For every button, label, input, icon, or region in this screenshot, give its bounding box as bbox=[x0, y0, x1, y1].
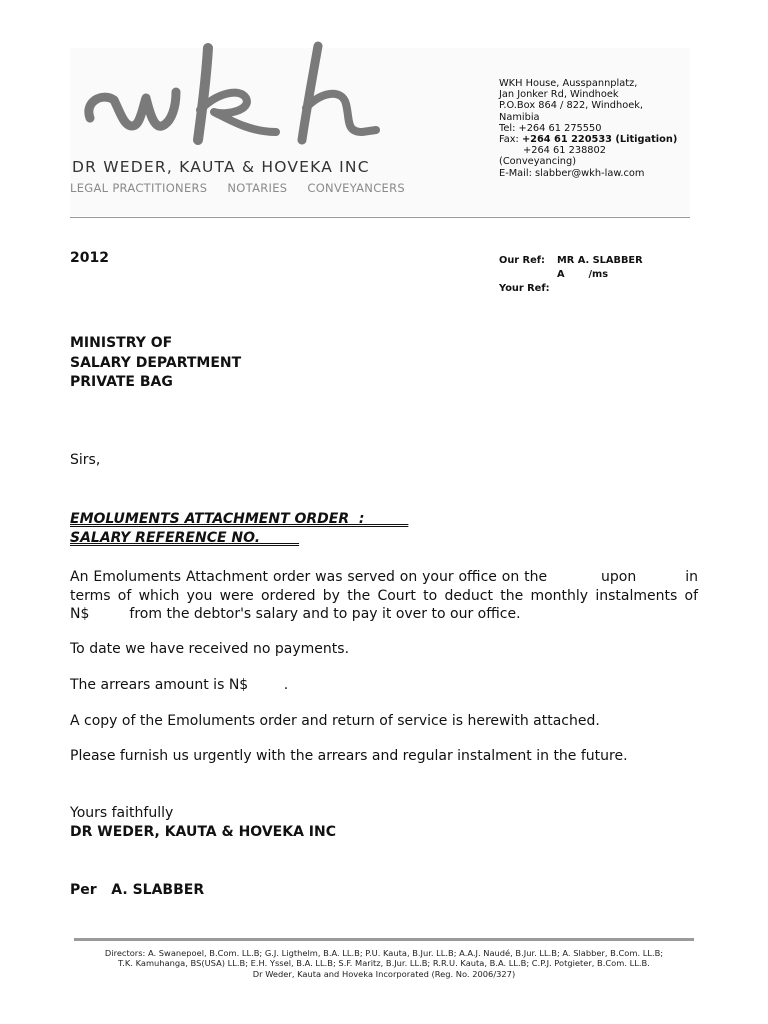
firm-logo bbox=[80, 40, 380, 160]
valediction: Yours faithfully bbox=[70, 805, 174, 821]
footer-directors bbox=[70, 948, 698, 979]
our-ref-value-2: A /ms bbox=[557, 269, 609, 280]
fax-conveyancing: +264 61 238802 bbox=[523, 145, 607, 157]
fax-note: (Conveyancing) bbox=[499, 156, 577, 168]
firm-name: DR WEDER, KAUTA & HOVEKA INC bbox=[72, 158, 370, 176]
address-line: WKH House, Ausspannplatz, bbox=[499, 78, 638, 89]
firm-practices bbox=[70, 181, 421, 195]
closing-firm-name: DR WEDER, KAUTA & HOVEKA INC bbox=[70, 824, 336, 840]
body-paragraph-3: The arrears amount is N$ . bbox=[70, 677, 289, 693]
closing-block bbox=[70, 804, 336, 842]
practice-legal: LEGAL PRACTITIONERS bbox=[70, 181, 208, 195]
practice-conveyancers: CONVEYANCERS bbox=[307, 181, 405, 195]
reference-block bbox=[499, 254, 643, 296]
footer-line: T.K. Kamuhanga, BS(USA) LL.B; E.H. Yssel, B.A. LL.B; S.F. Maritz, B.Jur. LL.B; R.R.U. Kauta, B.A. LL.B; C.P.J. Potgieter, B.Com. LL.B. bbox=[118, 958, 650, 969]
addressee-line: SALARY DEPARTMENT bbox=[70, 354, 242, 371]
subject-line-2: SALARY REFERENCE NO. bbox=[70, 530, 300, 546]
body-paragraph-1 bbox=[70, 568, 698, 624]
address-line: Namibia bbox=[499, 111, 540, 123]
paragraph-line: An Emoluments Attachment order was served on your office on the upon in bbox=[70, 569, 698, 585]
fax-litigation: +264 61 220533 (Litigation) bbox=[521, 134, 678, 146]
address-line: Jan Jonker Rd, Windhoek bbox=[499, 89, 619, 101]
address-line: P.O.Box 864 / 822, Windhoek, bbox=[499, 100, 644, 112]
tel-number: +264 61 275550 bbox=[518, 122, 602, 134]
paragraph-line: N$ from the debtor's salary and to pay it over to our office. bbox=[70, 606, 521, 622]
our-ref-value: MR A. SLABBER bbox=[557, 255, 643, 266]
footer-line: Dr Weder, Kauta and Hoveka Incorporated (Reg. No. 2006/327) bbox=[252, 968, 516, 979]
your-ref-label: Your Ref: bbox=[499, 283, 550, 294]
tel-line bbox=[499, 123, 677, 134]
body-paragraph-5: Please furnish us urgently with the arrears and regular instalment in the future. bbox=[70, 748, 628, 764]
salutation: Sirs, bbox=[70, 452, 101, 468]
letter-date: 2012 bbox=[70, 250, 109, 266]
contact-block bbox=[499, 78, 677, 179]
our-ref-label: Our Ref: bbox=[499, 255, 545, 266]
body-paragraph-4: A copy of the Emoluments order and return of service is herewith attached. bbox=[70, 713, 600, 729]
fax-line-2 bbox=[499, 145, 677, 156]
tel-label: Tel: bbox=[499, 122, 519, 134]
signatory: Per A. SLABBER bbox=[70, 882, 205, 898]
paragraph-line: terms of which you were ordered by the Court to deduct the monthly instalments of bbox=[70, 587, 698, 604]
letterhead-divider bbox=[70, 217, 690, 218]
addressee-line: PRIVATE BAG bbox=[70, 374, 173, 390]
email-address[interactable]: slabber@wkh-law.com bbox=[535, 167, 645, 179]
subject-line-1: EMOLUMENTS ATTACHMENT ORDER : bbox=[70, 511, 409, 527]
email-line bbox=[499, 168, 677, 179]
footer-line: Directors: A. Swanepoel, B.Com. LL.B; G.J. Ligthelm, B.A. LL.B; P.U. Kauta, B.Jur. LL.B; A.A.J. Naudé, B.Jur. LL.B; A. Slabber, B.Com. LL.B; bbox=[104, 948, 664, 958]
addressee bbox=[70, 334, 241, 393]
subject-heading bbox=[70, 510, 408, 548]
fax-line bbox=[499, 134, 677, 145]
practice-notaries: NOTARIES bbox=[227, 181, 288, 195]
body-paragraph-2: To date we have received no payments. bbox=[70, 641, 350, 657]
addressee-line: MINISTRY OF bbox=[70, 335, 173, 351]
footer-divider bbox=[74, 938, 694, 941]
fax-label: Fax: bbox=[499, 134, 522, 146]
email-label: E-Mail: bbox=[499, 167, 536, 179]
